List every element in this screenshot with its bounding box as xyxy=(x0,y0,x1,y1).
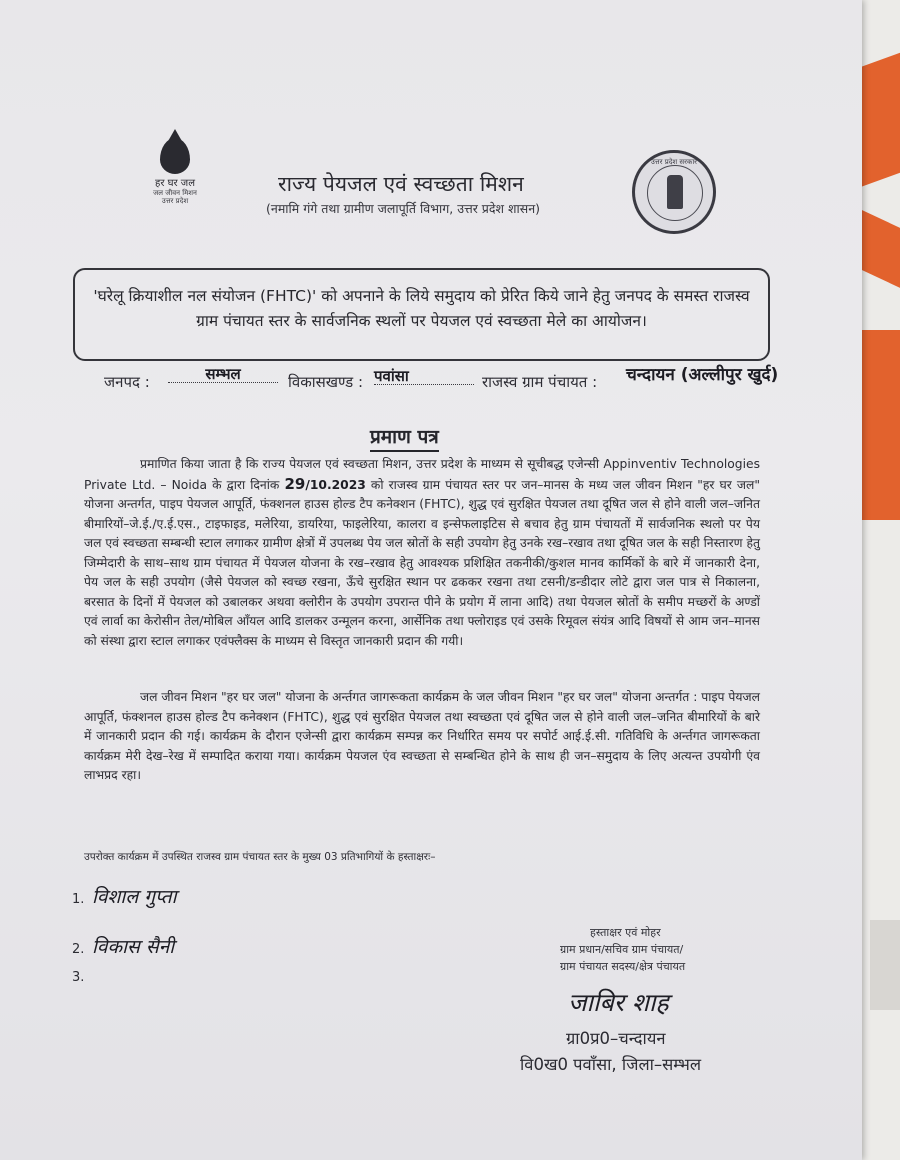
district-label: जनपद : xyxy=(104,373,150,391)
paragraph-1-part-b: को राजस्व ग्राम पंचायत स्तर पर जन–मानस के मध्य जल जीवन मिशन "हर घर जल" योजना अन्तर्गत, पाइप पेयजल आपूर्ति, फंक्शनल हाउस होल्ड टैप कनेक्शन (FHTC), शुद्ध एवं सुरक्षित पेयजल तथा दूषित जल से होने वाली जल–जनित बीमारियों–जे.ई./ए.ई.एस., टाइफाइड, मलेरिया, डायरिया, फाइलेरिया, कालरा व इन्सेफलाइटिस से बचाव हेतु ग्राम पंचायतों में सार्वजनिक स्थलो पर पेय जल एवं स्वच्छता सम्बन्धी स्टाल लगाकर ग्रामीण क्षेत्रों में उपलब्ध पेय जल स्रोतों के सही उपयोग हेतु उनके रख–रखाव तथा दूषित जल के सही निस्तारण हेतु जिम्मेदारी के साथ–साथ ग्राम पंचायत में पेयजल योजना के रख–रखाव हेतु आवश्यक प्रशिक्षित तकनीकी/कुशल मानव कार्मिकों के बारे में जानकारी देना, पेय जल के सही उपयोग (जैसे पेयजल को स्वच्छ रखना, ऊँचे सुरक्षित स्थान पर ढककर रखना तथा टसनी/डन्डीदार लोटे द्वारा जल पात्र से निकालना, बरसात के दिनों में पेयजल को उबालकर अथवा क्लोरीन के उपयोग उपरान्त पीने के प्रयोग में लाना आदि) तथा पेयजल स्रोतों के समीप मच्छरों के अण्डों एवं लार्वा का केरोसीन तेल/मोबिल आँयल आदि डालकर उन्मूलन करना, आर्सेनिक तथा फ्लोराइड एवं उसके रिमूवल संयंत्र आदि विषयों से आम जन–मानस को संस्था द्वारा स्टाल लगाकर एवंफ्लैक्स के माध्यम से विस्तृत जानकारी प्रदान की गयी। xyxy=(84,477,761,648)
event-banner: 'घरेलू क्रियाशील नल संयोजन (FHTC)' को अपनाने के लिये समुदाय को प्रेरित किये जाने हेतु जनपद के समस्त राजस्व ग्राम पंचायत स्तर के सार्वजनिक स्थलों पर पेयजल एवं स्वच्छता मेले का आयोजन। xyxy=(73,268,770,361)
handwritten-signature: विकास सैनी xyxy=(92,936,175,958)
seal-label xyxy=(560,924,750,975)
participant-number: 2. xyxy=(72,942,85,957)
block-value: पवांसा xyxy=(374,366,474,385)
block-label: विकासखण्ड : xyxy=(288,373,364,391)
background-bag-fold xyxy=(870,920,900,1010)
district-value: सम्भल xyxy=(168,364,278,383)
participants-intro: उपरोक्त कार्यक्रम में उपस्थित राजस्व ग्राम पंचायत स्तर के मुख्य 03 प्रतिभागियों के हस्ताक्षरः– xyxy=(84,851,436,863)
stamp-line1: ग्रा0प्र0–चन्दायन xyxy=(566,1029,666,1048)
mission-title: राज्य पेयजल एवं स्वच्छता मिशन xyxy=(278,172,524,196)
event-date-day: 29 xyxy=(284,474,306,493)
certificate-paragraph-1 xyxy=(84,455,760,651)
participant-number: 1. xyxy=(72,892,85,907)
event-date-rest: /10.2023 xyxy=(305,477,366,492)
participant-signature-2 xyxy=(72,933,174,959)
seal-label-line2: ग्राम प्रधान/सचिव ग्राम पंचायत/ xyxy=(560,943,684,956)
gram-panchayat-label: राजस्व ग्राम पंचायत : xyxy=(482,373,598,391)
seal-label-line3: ग्राम पंचायत सदस्य/क्षेत्र पंचायत xyxy=(560,960,686,973)
logo-text-line1: हर घर जल xyxy=(155,178,195,189)
paragraph-1-part-a: प्रमाणित किया जाता है कि राज्य पेयजल एवं स्वच्छता मिशन, उत्तर प्रदेश के माध्यम से सूचीबद्ध एजेन्सी Appinventiv Technologies Private Ltd. – Noida के द्वारा दिनांक xyxy=(84,457,760,492)
participant-number: 3. xyxy=(72,970,85,985)
participant-signature-1 xyxy=(72,883,177,909)
up-government-emblem-icon xyxy=(632,150,716,234)
certificate-paragraph-2 xyxy=(84,688,760,786)
logo-text-line3: उत्तर प्रदेश xyxy=(161,197,189,205)
pradhan-signature: जाबिर शाह xyxy=(568,988,669,1017)
paragraph-2-text: जल जीवन मिशन "हर घर जल" योजना के अर्न्तगत जागरूकता कार्यक्रम के जल जीवन मिशन "हर घर जल" योजना अन्तर्गत : पाइप पेयजल आपूर्ति, फंक्शनल हाउस होल्ड टैप कनेक्शन (FHTC), शुद्ध एवं सुरक्षित पेयजल तथा स्वच्छता एवं दूषित जल से होने वाली जल–जनित बीमारियों के बारे में जानकारी प्रदान की गई। कार्यक्रम के दौरान एजेन्सी द्वारा कार्यक्रम सम्पन्न कर निर्धारित समय पर सपोर्ट आई.ई.सी. गतिविधि के अर्न्तगत जागरूकता कार्यक्रम मेरी देख–रेख में सम्पादित कराया गया। कार्यक्रम पेयजल एंव स्वच्छता से सम्बन्धित होने के साथ ही जन–समुदाय के लिए अत्यन्त उपयोगी एंव लाभप्रद रहा। xyxy=(84,690,760,782)
stamp-line2: वि0ख0 पवाँसा, जिला–सम्भल xyxy=(520,1055,702,1074)
har-ghar-jal-logo xyxy=(140,138,210,218)
handwritten-signature: विशाल गुप्ता xyxy=(92,886,177,908)
gram-panchayat-value: चन्दायन (अल्लीपुर खुर्द) xyxy=(626,365,779,385)
background-bag-stripe xyxy=(860,53,900,188)
seal-label-line1: हस्ताक्षर एवं मोहर xyxy=(590,926,661,939)
certificate-title: प्रमाण पत्र xyxy=(370,423,439,452)
logo-text-line2: जल जीवन मिशन xyxy=(153,189,197,197)
emblem-figure xyxy=(667,175,683,209)
water-drop-icon xyxy=(160,138,190,174)
mission-subtitle: (नमामि गंगे तथा ग्रामीण जलापूर्ति विभाग, उत्तर प्रदेश शासन) xyxy=(266,201,541,216)
participant-signature-3 xyxy=(72,970,92,985)
emblem-text: उत्तर प्रदेश सरकार xyxy=(650,158,698,166)
